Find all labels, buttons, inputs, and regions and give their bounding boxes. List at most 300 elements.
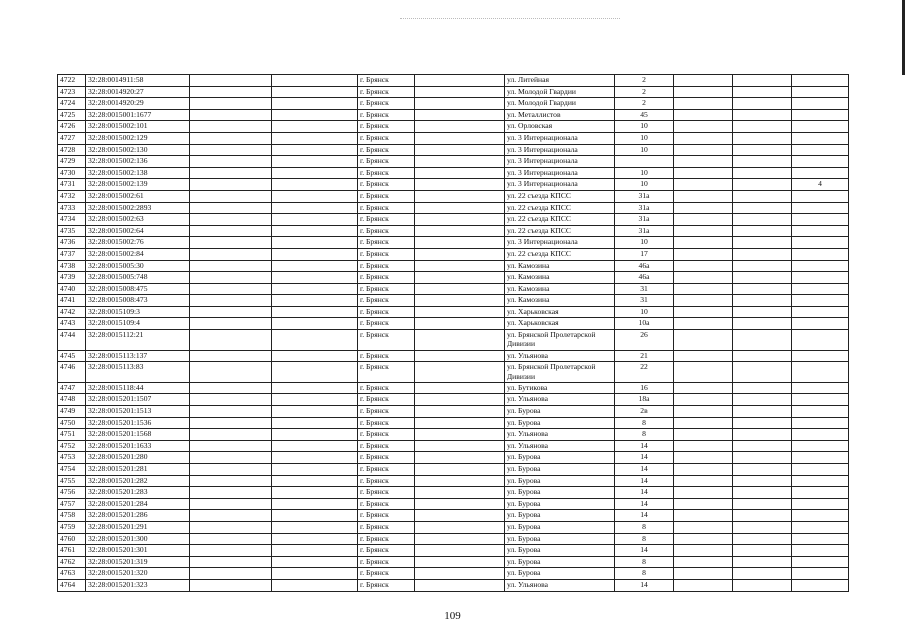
empty-cell: [733, 132, 792, 144]
row-number-cell: 4731: [58, 179, 86, 191]
empty-cell: [190, 521, 272, 533]
street-cell: ул. Бурова: [505, 464, 615, 476]
city-cell: г. Брянск: [358, 202, 415, 214]
empty-cell: [415, 521, 505, 533]
row-number-cell: 4724: [58, 98, 86, 110]
empty-cell: [272, 510, 358, 522]
empty-cell: [733, 498, 792, 510]
empty-cell: [415, 75, 505, 87]
extra-value-cell: [792, 440, 849, 452]
extra-value-cell: [792, 75, 849, 87]
table-row: [58, 283, 849, 295]
city-cell: г. Брянск: [358, 132, 415, 144]
row-number-cell: 4741: [58, 295, 86, 307]
cadastral-number-cell: 32:28:0015002:61: [86, 190, 190, 202]
city-cell: г. Брянск: [358, 579, 415, 591]
house-number-cell: 2: [615, 86, 674, 98]
empty-cell: [415, 121, 505, 133]
house-number-cell: 18а: [615, 394, 674, 406]
empty-cell: [733, 568, 792, 580]
empty-cell: [415, 190, 505, 202]
city-cell: г. Брянск: [358, 318, 415, 330]
empty-cell: [272, 98, 358, 110]
empty-cell: [190, 109, 272, 121]
street-cell: ул. Брянской Пролетарской Дивизии: [505, 362, 615, 383]
empty-cell: [415, 568, 505, 580]
row-number-cell: 4746: [58, 362, 86, 383]
table-row: [58, 579, 849, 591]
empty-cell: [190, 86, 272, 98]
row-number-cell: 4729: [58, 156, 86, 168]
table-row: [58, 498, 849, 510]
row-number-cell: 4742: [58, 306, 86, 318]
city-cell: г. Брянск: [358, 406, 415, 418]
empty-cell: [733, 306, 792, 318]
empty-cell: [190, 406, 272, 418]
empty-cell: [674, 295, 733, 307]
row-number-cell: 4722: [58, 75, 86, 87]
table-row: [58, 556, 849, 568]
table-row: [58, 190, 849, 202]
empty-cell: [272, 132, 358, 144]
house-number-cell: 10: [615, 306, 674, 318]
empty-cell: [272, 121, 358, 133]
empty-cell: [674, 556, 733, 568]
empty-cell: [190, 350, 272, 362]
table-row: [58, 545, 849, 557]
extra-value-cell: [792, 295, 849, 307]
empty-cell: [674, 510, 733, 522]
table-row: [58, 521, 849, 533]
row-number-cell: 4733: [58, 202, 86, 214]
empty-cell: [674, 417, 733, 429]
empty-cell: [733, 179, 792, 191]
empty-cell: [272, 429, 358, 441]
city-cell: г. Брянск: [358, 510, 415, 522]
street-cell: ул. Камозина: [505, 272, 615, 284]
empty-cell: [272, 75, 358, 87]
table-row: [58, 417, 849, 429]
street-cell: ул. Бурова: [505, 417, 615, 429]
empty-cell: [674, 75, 733, 87]
empty-cell: [674, 440, 733, 452]
empty-cell: [190, 248, 272, 260]
city-cell: г. Брянск: [358, 429, 415, 441]
empty-cell: [415, 202, 505, 214]
house-number-cell: 8: [615, 521, 674, 533]
cadastral-number-cell: 32:28:0015201:300: [86, 533, 190, 545]
row-number-cell: 4732: [58, 190, 86, 202]
row-number-cell: 4735: [58, 225, 86, 237]
empty-cell: [415, 429, 505, 441]
empty-cell: [674, 121, 733, 133]
table-row: [58, 429, 849, 441]
cadastral-number-cell: 32:28:0015201:1536: [86, 417, 190, 429]
empty-cell: [415, 306, 505, 318]
empty-cell: [272, 406, 358, 418]
extra-value-cell: [792, 429, 849, 441]
scan-noise: [400, 18, 620, 21]
empty-cell: [272, 362, 358, 383]
empty-cell: [674, 579, 733, 591]
row-number-cell: 4728: [58, 144, 86, 156]
cadastral-number-cell: 32:28:0015201:319: [86, 556, 190, 568]
extra-value-cell: [792, 318, 849, 330]
empty-cell: [733, 86, 792, 98]
cadastral-number-cell: 32:28:0015002:64: [86, 225, 190, 237]
row-number-cell: 4752: [58, 440, 86, 452]
extra-value-cell: [792, 464, 849, 476]
cadastral-number-cell: 32:28:0015201:1568: [86, 429, 190, 441]
empty-cell: [272, 306, 358, 318]
city-cell: г. Брянск: [358, 487, 415, 499]
house-number-cell: 8: [615, 429, 674, 441]
extra-value-cell: [792, 202, 849, 214]
street-cell: ул. 22 съезда КПСС: [505, 225, 615, 237]
extra-value-cell: [792, 362, 849, 383]
empty-cell: [415, 394, 505, 406]
empty-cell: [733, 382, 792, 394]
row-number-cell: 4749: [58, 406, 86, 418]
house-number-cell: 31а: [615, 225, 674, 237]
row-number-cell: 4763: [58, 568, 86, 580]
row-number-cell: 4723: [58, 86, 86, 98]
empty-cell: [190, 330, 272, 351]
empty-cell: [272, 156, 358, 168]
table-row: [58, 260, 849, 272]
street-cell: ул. Металлистов: [505, 109, 615, 121]
table-row: [58, 237, 849, 249]
city-cell: г. Брянск: [358, 452, 415, 464]
empty-cell: [272, 109, 358, 121]
cadastral-number-cell: 32:28:0015201:280: [86, 452, 190, 464]
empty-cell: [733, 510, 792, 522]
empty-cell: [190, 75, 272, 87]
row-number-cell: 4739: [58, 272, 86, 284]
empty-cell: [272, 498, 358, 510]
empty-cell: [272, 556, 358, 568]
row-number-cell: 4759: [58, 521, 86, 533]
empty-cell: [415, 86, 505, 98]
row-number-cell: 4754: [58, 464, 86, 476]
house-number-cell: 26: [615, 330, 674, 351]
house-number-cell: 22: [615, 362, 674, 383]
row-number-cell: 4747: [58, 382, 86, 394]
row-number-cell: 4734: [58, 214, 86, 226]
city-cell: г. Брянск: [358, 440, 415, 452]
cadastral-number-cell: 32:28:0015113:83: [86, 362, 190, 383]
empty-cell: [415, 406, 505, 418]
house-number-cell: 14: [615, 487, 674, 499]
table-row: [58, 350, 849, 362]
house-number-cell: 10а: [615, 318, 674, 330]
row-number-cell: 4726: [58, 121, 86, 133]
empty-cell: [190, 440, 272, 452]
table-row: [58, 568, 849, 580]
table-row: [58, 202, 849, 214]
empty-cell: [190, 362, 272, 383]
empty-cell: [190, 429, 272, 441]
house-number-cell: 2в: [615, 406, 674, 418]
row-number-cell: 4744: [58, 330, 86, 351]
extra-value-cell: [792, 330, 849, 351]
city-cell: г. Брянск: [358, 350, 415, 362]
city-cell: г. Брянск: [358, 568, 415, 580]
empty-cell: [272, 330, 358, 351]
row-number-cell: 4738: [58, 260, 86, 272]
street-cell: ул. 3 Интернационала: [505, 237, 615, 249]
house-number-cell: 14: [615, 464, 674, 476]
empty-cell: [415, 545, 505, 557]
house-number-cell: 10: [615, 121, 674, 133]
empty-cell: [190, 533, 272, 545]
empty-cell: [272, 452, 358, 464]
house-number-cell: 10: [615, 144, 674, 156]
empty-cell: [674, 521, 733, 533]
empty-cell: [733, 190, 792, 202]
city-cell: г. Брянск: [358, 75, 415, 87]
cadastral-number-cell: 32:28:0015118:44: [86, 382, 190, 394]
row-number-cell: 4750: [58, 417, 86, 429]
empty-cell: [272, 179, 358, 191]
empty-cell: [733, 156, 792, 168]
street-cell: ул. Литейная: [505, 75, 615, 87]
street-cell: ул. 3 Интернационала: [505, 144, 615, 156]
extra-value-cell: [792, 452, 849, 464]
empty-cell: [190, 167, 272, 179]
empty-cell: [272, 318, 358, 330]
empty-cell: [190, 237, 272, 249]
street-cell: ул. 22 съезда КПСС: [505, 214, 615, 226]
city-cell: г. Брянск: [358, 214, 415, 226]
empty-cell: [733, 440, 792, 452]
empty-cell: [190, 214, 272, 226]
empty-cell: [415, 382, 505, 394]
city-cell: г. Брянск: [358, 545, 415, 557]
empty-cell: [674, 260, 733, 272]
extra-value-cell: [792, 283, 849, 295]
city-cell: г. Брянск: [358, 556, 415, 568]
empty-cell: [674, 406, 733, 418]
table-row: [58, 225, 849, 237]
empty-cell: [190, 510, 272, 522]
empty-cell: [190, 190, 272, 202]
empty-cell: [674, 475, 733, 487]
empty-cell: [272, 382, 358, 394]
street-cell: ул. Бурова: [505, 521, 615, 533]
city-cell: г. Брянск: [358, 283, 415, 295]
table-row: [58, 167, 849, 179]
extra-value-cell: [792, 350, 849, 362]
row-number-cell: 4762: [58, 556, 86, 568]
empty-cell: [733, 521, 792, 533]
empty-cell: [674, 568, 733, 580]
house-number-cell: 10: [615, 132, 674, 144]
empty-cell: [674, 109, 733, 121]
extra-value-cell: [792, 121, 849, 133]
house-number-cell: 14: [615, 498, 674, 510]
empty-cell: [674, 306, 733, 318]
cadastral-number-cell: 32:28:0015112:21: [86, 330, 190, 351]
empty-cell: [674, 156, 733, 168]
house-number-cell: 16: [615, 382, 674, 394]
city-cell: г. Брянск: [358, 109, 415, 121]
empty-cell: [190, 318, 272, 330]
street-cell: ул. Молодой Гвардии: [505, 98, 615, 110]
empty-cell: [415, 318, 505, 330]
empty-cell: [733, 452, 792, 464]
city-cell: г. Брянск: [358, 86, 415, 98]
house-number-cell: 8: [615, 533, 674, 545]
empty-cell: [190, 417, 272, 429]
cadastral-number-cell: 32:28:0014911:58: [86, 75, 190, 87]
cadastral-number-cell: 32:28:0015201:283: [86, 487, 190, 499]
city-cell: г. Брянск: [358, 362, 415, 383]
empty-cell: [733, 260, 792, 272]
row-number-cell: 4730: [58, 167, 86, 179]
extra-value-cell: [792, 98, 849, 110]
empty-cell: [674, 487, 733, 499]
cadastral-number-cell: 32:28:0014920:29: [86, 98, 190, 110]
table-row: [58, 132, 849, 144]
extra-value-cell: [792, 545, 849, 557]
empty-cell: [190, 545, 272, 557]
cadastral-number-cell: 32:28:0015002:136: [86, 156, 190, 168]
cadastral-number-cell: 32:28:0015201:320: [86, 568, 190, 580]
house-number-cell: 8: [615, 556, 674, 568]
empty-cell: [674, 498, 733, 510]
empty-cell: [272, 533, 358, 545]
street-cell: ул. Бурова: [505, 498, 615, 510]
empty-cell: [190, 556, 272, 568]
empty-cell: [190, 202, 272, 214]
street-cell: ул. 22 съезда КПСС: [505, 248, 615, 260]
empty-cell: [272, 568, 358, 580]
cadastral-number-cell: 32:28:0015002:63: [86, 214, 190, 226]
empty-cell: [674, 144, 733, 156]
table-row: [58, 272, 849, 284]
empty-cell: [674, 86, 733, 98]
row-number-cell: 4725: [58, 109, 86, 121]
empty-cell: [190, 568, 272, 580]
empty-cell: [190, 498, 272, 510]
extra-value-cell: [792, 260, 849, 272]
cadastral-number-cell: 32:28:0015109:4: [86, 318, 190, 330]
empty-cell: [674, 533, 733, 545]
table-row: [58, 179, 849, 191]
empty-cell: [415, 98, 505, 110]
empty-cell: [272, 394, 358, 406]
empty-cell: [733, 109, 792, 121]
house-number-cell: 31: [615, 295, 674, 307]
city-cell: г. Брянск: [358, 306, 415, 318]
row-number-cell: 4745: [58, 350, 86, 362]
empty-cell: [733, 237, 792, 249]
empty-cell: [415, 417, 505, 429]
empty-cell: [733, 330, 792, 351]
city-cell: г. Брянск: [358, 167, 415, 179]
empty-cell: [733, 350, 792, 362]
table-row: [58, 533, 849, 545]
street-cell: ул. Бурова: [505, 510, 615, 522]
empty-cell: [272, 144, 358, 156]
extra-value-cell: [792, 156, 849, 168]
city-cell: г. Брянск: [358, 382, 415, 394]
empty-cell: [733, 295, 792, 307]
extra-value-cell: [792, 556, 849, 568]
empty-cell: [674, 179, 733, 191]
empty-cell: [733, 318, 792, 330]
street-cell: ул. Молодой Гвардии: [505, 86, 615, 98]
empty-cell: [190, 132, 272, 144]
table-row: [58, 144, 849, 156]
street-cell: ул. Бурова: [505, 545, 615, 557]
city-cell: г. Брянск: [358, 260, 415, 272]
extra-value-cell: [792, 248, 849, 260]
row-number-cell: 4755: [58, 475, 86, 487]
street-cell: ул. Бутикова: [505, 382, 615, 394]
city-cell: г. Брянск: [358, 98, 415, 110]
empty-cell: [415, 556, 505, 568]
row-number-cell: 4758: [58, 510, 86, 522]
empty-cell: [733, 144, 792, 156]
empty-cell: [733, 248, 792, 260]
street-cell: ул. Бурова: [505, 487, 615, 499]
empty-cell: [272, 202, 358, 214]
registry-table: [57, 74, 849, 592]
street-cell: ул. Ульянова: [505, 440, 615, 452]
extra-value-cell: [792, 498, 849, 510]
table-row: [58, 510, 849, 522]
empty-cell: [674, 248, 733, 260]
empty-cell: [415, 237, 505, 249]
empty-cell: [272, 260, 358, 272]
empty-cell: [733, 121, 792, 133]
empty-cell: [190, 260, 272, 272]
house-number-cell: 14: [615, 579, 674, 591]
street-cell: ул. Камозина: [505, 283, 615, 295]
empty-cell: [674, 214, 733, 226]
empty-cell: [190, 98, 272, 110]
empty-cell: [272, 214, 358, 226]
empty-cell: [272, 225, 358, 237]
cadastral-number-cell: 32:28:0015201:301: [86, 545, 190, 557]
empty-cell: [674, 225, 733, 237]
extra-value-cell: [792, 272, 849, 284]
cadastral-number-cell: 32:28:0015002:2893: [86, 202, 190, 214]
extra-value-cell: [792, 237, 849, 249]
row-number-cell: 4727: [58, 132, 86, 144]
empty-cell: [415, 283, 505, 295]
empty-cell: [674, 330, 733, 351]
empty-cell: [733, 556, 792, 568]
table-row: [58, 440, 849, 452]
empty-cell: [415, 487, 505, 499]
empty-cell: [415, 533, 505, 545]
empty-cell: [272, 167, 358, 179]
house-number-cell: 2: [615, 98, 674, 110]
row-number-cell: 4740: [58, 283, 86, 295]
empty-cell: [190, 464, 272, 476]
empty-cell: [190, 283, 272, 295]
empty-cell: [415, 260, 505, 272]
empty-cell: [190, 579, 272, 591]
house-number-cell: 46а: [615, 260, 674, 272]
empty-cell: [272, 487, 358, 499]
table-row: [58, 406, 849, 418]
street-cell: ул. Камозина: [505, 295, 615, 307]
house-number-cell: 46а: [615, 272, 674, 284]
